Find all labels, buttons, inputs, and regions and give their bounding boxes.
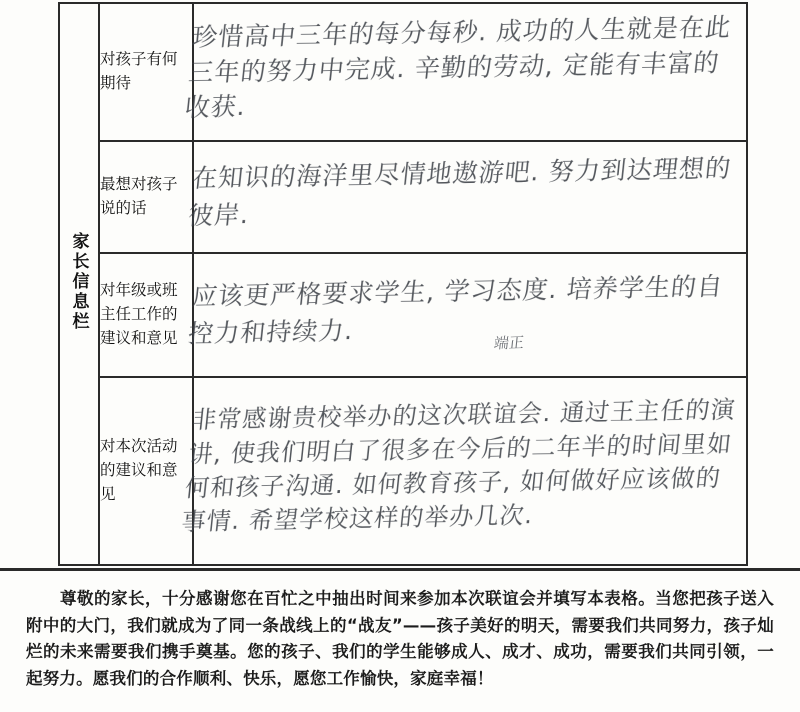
answer-cell-suggestions-to-teacher[interactable]: [186, 253, 747, 377]
section-label-parent-info: [59, 3, 99, 565]
answer-cell-expectations[interactable]: [183, 3, 747, 141]
table-row: [59, 377, 747, 565]
handwritten-annotation-correction: 端正: [492, 333, 525, 353]
row-label-event-feedback: 对本次活动的建议和意见: [99, 377, 193, 565]
handwritten-answer-expectations: 珍惜高中三年的每分每秒. 成功的人生就是在此三年的努力中完成. 辛勤的劳动, 定能有丰富的收获.: [183, 12, 733, 122]
answer-cell-message-to-child[interactable]: [186, 141, 747, 253]
handwritten-answer-event-feedback: 非常感谢贵校举办的这次联谊会. 通过王主任的演讲, 使我们明白了很多在今后的二年半的时间里如何和孩子沟通. 如何教育孩子, 如何做好应该做的事情. 希望学校这样的举办几次.: [180, 395, 738, 537]
section-label-text: 家长信息栏: [69, 231, 89, 332]
row-label-expectations: 对孩子有何期待: [99, 3, 193, 141]
parent-information-table: [58, 2, 748, 566]
row-label-message-to-child: 最想对孩子说的话: [99, 141, 193, 253]
footer-paragraph: 尊敬的家长，十分感谢您在百忙之中抽出时间来参加本次联谊会并填写本表格。当您把孩子送入附中的大门，我们就成为了同一条战线上的“战友”——孩子美好的明天，需要我们共同努力，孩子灿烂的未来需要我们携手奠基。您的孩子、我们的学生能够成人、成才、成功，需要我们共同引领，一起努力。愿我们的合作顺利、快乐，愿您工作愉快，家庭幸福！: [26, 589, 774, 689]
row-label-suggestions-to-teacher: 对年级或班主任工作的建议和意见: [99, 253, 193, 377]
handwritten-answer-suggestions-to-teacher: 应该更严格要求学生, 学习态度. 培养学生的自控力和持续力.: [186, 271, 725, 347]
handwritten-answer-message-to-child: 在知识的海洋里尽情地遨游吧. 努力到达理想的彼岸.: [186, 153, 733, 229]
answer-cell-event-feedback[interactable]: [180, 377, 747, 565]
footer-note: [0, 572, 800, 712]
table-row: [59, 253, 747, 377]
footer-divider: [0, 568, 800, 571]
table-row: [59, 141, 747, 253]
table-row: [59, 3, 747, 141]
